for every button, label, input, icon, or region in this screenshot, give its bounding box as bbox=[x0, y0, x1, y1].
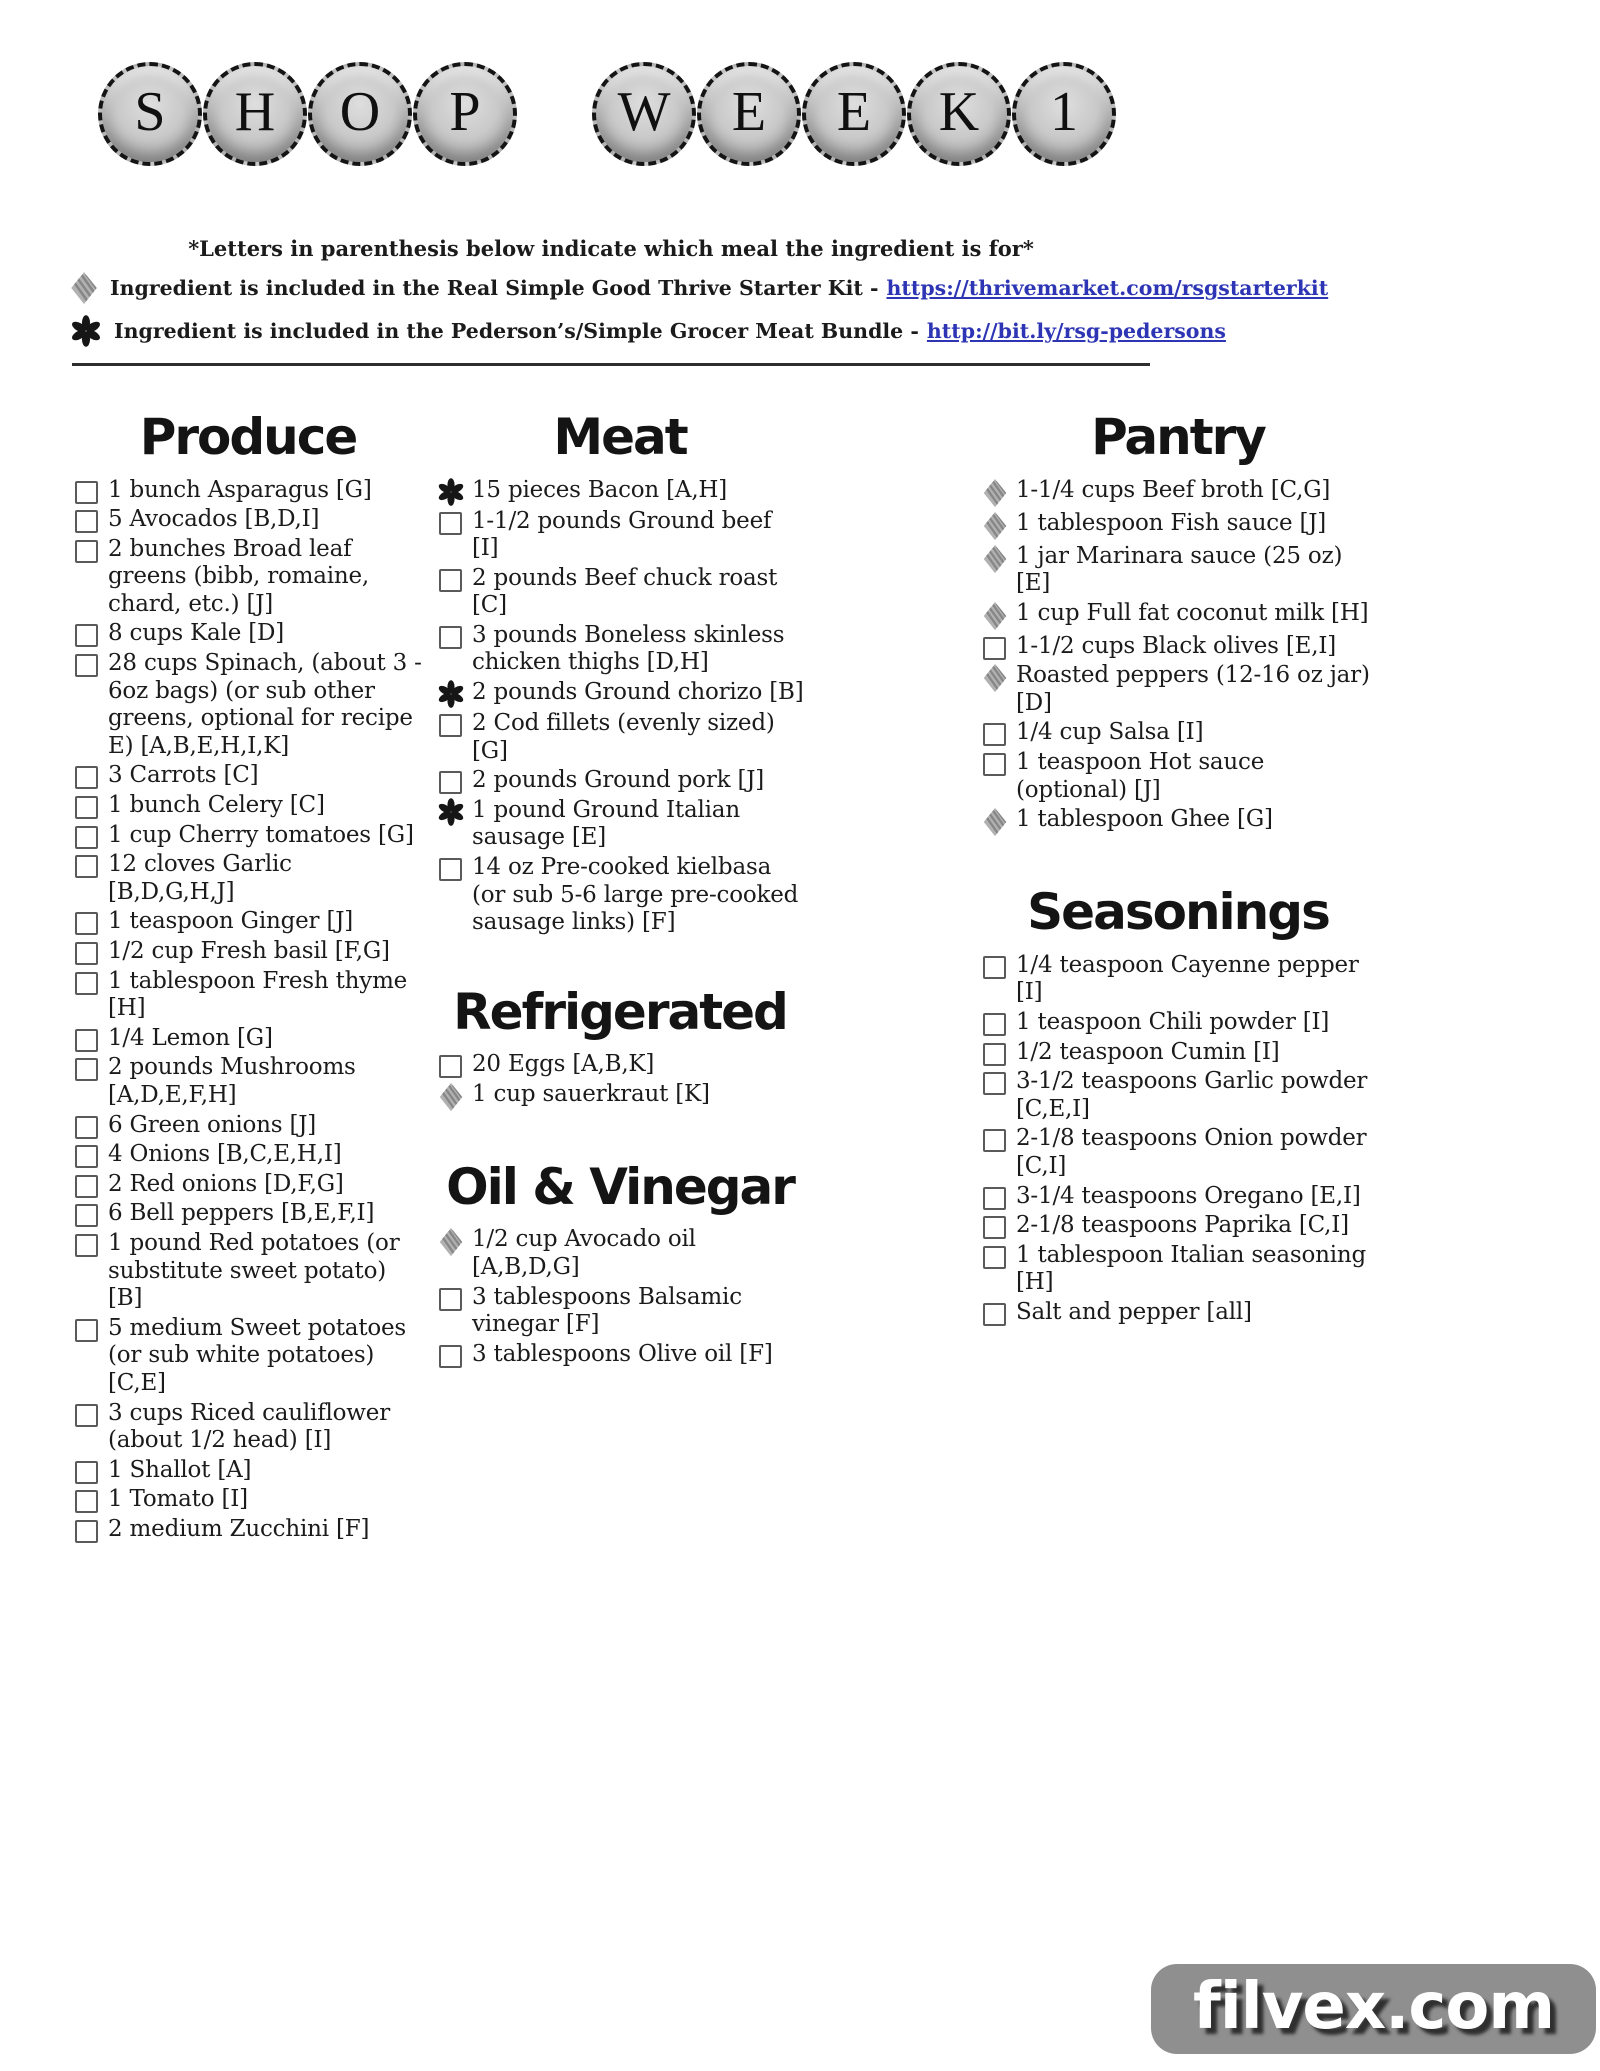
item-text: Salt and pepper [all] bbox=[1016, 1298, 1252, 1325]
checkbox[interactable] bbox=[75, 1520, 98, 1543]
list-item bbox=[980, 477, 1376, 508]
checkbox[interactable] bbox=[75, 766, 98, 789]
typewriter-key bbox=[98, 62, 202, 166]
meat-bundle-asterisk-icon bbox=[437, 478, 465, 506]
item-text: 2 Cod fillets (evenly sized) [G] bbox=[472, 710, 775, 764]
list-item bbox=[980, 952, 1376, 1007]
list-item bbox=[72, 477, 424, 505]
item-text: 1 Tomato [I] bbox=[108, 1486, 248, 1513]
checkbox[interactable] bbox=[75, 540, 98, 563]
list-item bbox=[980, 543, 1376, 598]
item-marker bbox=[980, 633, 1016, 660]
item-marker bbox=[980, 510, 1016, 541]
title-keys bbox=[98, 62, 1600, 166]
list-item bbox=[72, 938, 424, 966]
item-marker bbox=[72, 506, 108, 533]
thrive-kit-icon bbox=[438, 1082, 464, 1112]
checkbox[interactable] bbox=[75, 654, 98, 677]
list-item bbox=[72, 1054, 424, 1109]
item-marker bbox=[436, 797, 472, 826]
checkbox[interactable] bbox=[983, 723, 1006, 746]
item-marker bbox=[436, 1226, 472, 1257]
checkbox[interactable] bbox=[75, 1461, 98, 1484]
item-text: 1/4 Lemon [G] bbox=[108, 1024, 273, 1051]
checkbox[interactable] bbox=[439, 1288, 462, 1311]
item-marker bbox=[436, 1284, 472, 1311]
list-item bbox=[436, 565, 804, 620]
checkbox[interactable] bbox=[75, 1319, 98, 1342]
item-marker bbox=[72, 1315, 108, 1342]
item-marker bbox=[980, 952, 1016, 979]
typewriter-key bbox=[592, 62, 696, 166]
list-item bbox=[72, 1486, 424, 1514]
list-item bbox=[436, 1081, 804, 1112]
item-marker bbox=[72, 1457, 108, 1484]
thrive-kit-icon bbox=[982, 601, 1008, 631]
list-item bbox=[980, 1212, 1376, 1240]
item-text: 4 Onions [B,C,E,H,I] bbox=[108, 1141, 342, 1168]
item-marker bbox=[72, 1400, 108, 1427]
item-text: 1-1/4 cups Beef broth [C,G] bbox=[1016, 476, 1331, 503]
section-title-produce: Produce bbox=[139, 408, 357, 466]
list-item bbox=[72, 1025, 424, 1053]
typewriter-key bbox=[308, 62, 412, 166]
item-text: 6 Bell peppers [B,E,F,I] bbox=[108, 1200, 375, 1227]
list-item bbox=[980, 1183, 1376, 1211]
checkbox[interactable] bbox=[75, 1145, 98, 1168]
list-item bbox=[436, 854, 804, 937]
item-marker bbox=[72, 968, 108, 995]
list-item bbox=[436, 622, 804, 677]
checkbox[interactable] bbox=[983, 1129, 1006, 1152]
list-item bbox=[980, 662, 1376, 717]
item-text: 5 medium Sweet potatoes (or sub white potatoes)[C,E] bbox=[108, 1314, 407, 1396]
legend bbox=[0, 236, 1600, 347]
item-text: 1/2 teaspoon Cumin [I] bbox=[1016, 1038, 1280, 1065]
checkbox[interactable] bbox=[75, 796, 98, 819]
checkbox[interactable] bbox=[75, 855, 98, 878]
checkbox[interactable] bbox=[75, 510, 98, 533]
watermark: filvex.com bbox=[1151, 1964, 1596, 2054]
legend-thrive-line bbox=[70, 271, 1600, 305]
item-marker bbox=[72, 908, 108, 935]
checkbox[interactable] bbox=[439, 771, 462, 794]
key-letter: E bbox=[731, 81, 767, 143]
item-text: 1 jar Marinara sauce (25 oz) [E] bbox=[1016, 542, 1343, 597]
item-text: 1 tablespoon Fresh thyme [H] bbox=[108, 967, 408, 1022]
list-item bbox=[980, 510, 1376, 541]
checkbox[interactable] bbox=[75, 1058, 98, 1081]
list-item bbox=[72, 1400, 424, 1455]
list-item bbox=[72, 968, 424, 1023]
item-marker bbox=[72, 620, 108, 647]
thrive-kit-icon bbox=[982, 807, 1008, 837]
thrive-kit-icon bbox=[982, 511, 1008, 541]
divider bbox=[72, 363, 1150, 366]
item-text: 1 cup sauerkraut [K] bbox=[472, 1080, 710, 1107]
item-marker bbox=[980, 1183, 1016, 1210]
item-text: 1 Shallot [A] bbox=[108, 1456, 252, 1483]
item-marker bbox=[72, 1200, 108, 1227]
item-text: 1 cup Cherry tomatoes [G] bbox=[108, 821, 414, 848]
checkbox[interactable] bbox=[983, 956, 1006, 979]
list-item bbox=[72, 762, 424, 790]
legend-thrive-text: Ingredient is included in the Real Simple Good Thrive Starter Kit - bbox=[110, 276, 879, 300]
item-text: 1-1/2 cups Black olives [E,I] bbox=[1016, 632, 1336, 659]
item-text: 1-1/2 pounds Ground beef [I] bbox=[472, 507, 772, 562]
item-marker bbox=[980, 1068, 1016, 1095]
item-text: 2 medium Zucchini [F] bbox=[108, 1515, 370, 1542]
item-text: 1/4 cup Salsa [I] bbox=[1016, 719, 1204, 746]
section-title-pantry: Pantry bbox=[1091, 408, 1265, 466]
item-marker bbox=[980, 1125, 1016, 1152]
checkbox[interactable] bbox=[75, 942, 98, 965]
item-marker bbox=[980, 1039, 1016, 1066]
list-item bbox=[980, 719, 1376, 747]
checkbox[interactable] bbox=[983, 1303, 1006, 1326]
checkbox[interactable] bbox=[75, 1490, 98, 1513]
item-text: 3 cups Riced cauliflower (about 1/2 head) [I] bbox=[108, 1399, 391, 1454]
typewriter-key bbox=[203, 62, 307, 166]
column-meat-refrigerated-oil bbox=[436, 406, 804, 1370]
item-marker bbox=[436, 679, 472, 708]
item-text: 12 cloves Garlic [B,D,G,H,J] bbox=[108, 851, 292, 905]
list-item bbox=[980, 633, 1376, 661]
item-text: 1/2 cup Avocado oil [A,B,D,G] bbox=[472, 1226, 696, 1280]
key-letter: K bbox=[938, 81, 980, 143]
item-text: 2-1/8 teaspoons Onion powder [C,I] bbox=[1016, 1125, 1367, 1179]
item-text: 1 bunch Asparagus [G] bbox=[108, 476, 372, 503]
list-item bbox=[72, 1516, 424, 1544]
checkbox[interactable] bbox=[75, 1116, 98, 1139]
checkbox[interactable] bbox=[983, 1043, 1006, 1066]
item-marker bbox=[72, 792, 108, 819]
item-text: 3 tablespoons Balsamic vinegar [F] bbox=[472, 1283, 742, 1338]
item-text: 8 cups Kale [D] bbox=[108, 620, 285, 647]
item-text: 2 pounds Ground pork [J] bbox=[472, 767, 765, 794]
checkbox[interactable] bbox=[75, 912, 98, 935]
list-item bbox=[980, 600, 1376, 631]
checkbox[interactable] bbox=[75, 624, 98, 647]
item-text: 2 pounds Ground chorizo [B] bbox=[472, 679, 804, 706]
item-marker bbox=[980, 1299, 1016, 1326]
legend-note: *Letters in parenthesis below indicate which meal the ingredient is for* bbox=[188, 236, 1034, 261]
item-marker bbox=[980, 600, 1016, 631]
checkbox[interactable] bbox=[439, 858, 462, 881]
item-marker bbox=[980, 477, 1016, 508]
item-text: 1 tablespoon Fish sauce [J] bbox=[1016, 509, 1327, 536]
item-text: 3-1/4 teaspoons Oregano [E,I] bbox=[1016, 1182, 1361, 1209]
meat-bundle-asterisk-icon bbox=[437, 798, 465, 826]
item-marker bbox=[72, 1141, 108, 1168]
list-item bbox=[72, 792, 424, 820]
list-item bbox=[72, 1457, 424, 1485]
item-marker bbox=[72, 1486, 108, 1513]
list-item bbox=[436, 679, 804, 708]
item-marker bbox=[980, 1009, 1016, 1036]
item-marker bbox=[72, 851, 108, 878]
list-item bbox=[72, 1230, 424, 1313]
list-item bbox=[72, 1171, 424, 1199]
checkbox[interactable] bbox=[983, 1072, 1006, 1095]
item-marker bbox=[72, 536, 108, 563]
item-marker bbox=[72, 1230, 108, 1257]
list-item bbox=[436, 508, 804, 563]
list-item bbox=[980, 1039, 1376, 1067]
checkbox[interactable] bbox=[439, 512, 462, 535]
checkbox[interactable] bbox=[439, 714, 462, 737]
checkbox[interactable] bbox=[439, 1345, 462, 1368]
list-item bbox=[980, 1299, 1376, 1327]
item-marker bbox=[72, 1516, 108, 1543]
section-title-refrigerated: Refrigerated bbox=[453, 982, 787, 1041]
checkbox[interactable] bbox=[75, 1234, 98, 1257]
list-item bbox=[436, 477, 804, 506]
checkbox[interactable] bbox=[439, 626, 462, 649]
checkbox[interactable] bbox=[75, 481, 98, 504]
item-text: 1 teaspoon Hot sauce (optional) [J] bbox=[1016, 749, 1265, 803]
legend-pedersons-text: Ingredient is included in the Pederson’s/Simple Grocer Meat Bundle - bbox=[114, 319, 919, 343]
meat-bundle-asterisk-icon bbox=[70, 315, 102, 347]
item-marker bbox=[980, 719, 1016, 746]
list-item bbox=[72, 1141, 424, 1169]
thrive-kit-icon bbox=[70, 271, 98, 305]
item-text: 3 Carrots [C] bbox=[108, 762, 259, 789]
checkbox[interactable] bbox=[75, 1029, 98, 1052]
list-item bbox=[436, 1226, 804, 1281]
list-item bbox=[436, 1284, 804, 1339]
list-item bbox=[72, 1200, 424, 1228]
typewriter-key bbox=[697, 62, 801, 166]
item-text: 1/2 cup Fresh basil [F,G] bbox=[108, 938, 390, 964]
item-marker bbox=[980, 1212, 1016, 1239]
checkbox[interactable] bbox=[75, 1404, 98, 1427]
list-item bbox=[436, 710, 804, 765]
item-text: 1 pound Red potatoes (or substitute sweet potato) [B] bbox=[108, 1229, 400, 1312]
item-marker bbox=[980, 543, 1016, 574]
key-letter: E bbox=[836, 81, 872, 143]
item-text: 2 pounds Beef chuck roast [C] bbox=[472, 564, 778, 619]
item-marker bbox=[72, 822, 108, 849]
list-item bbox=[980, 1068, 1376, 1123]
item-text: 2 pounds Mushrooms [A,D,E,F,H] bbox=[108, 1054, 356, 1108]
item-marker bbox=[72, 1025, 108, 1052]
item-marker bbox=[72, 1171, 108, 1198]
thrive-kit-icon bbox=[982, 478, 1008, 508]
item-text: 14 oz Pre-cooked kielbasa (or sub 5-6 large pre-cooked sausage links) [F] bbox=[472, 854, 799, 936]
typewriter-key bbox=[802, 62, 906, 166]
item-marker bbox=[72, 762, 108, 789]
item-text: 2-1/8 teaspoons Paprika [C,I] bbox=[1016, 1212, 1349, 1239]
meat-bundle-asterisk-icon bbox=[437, 680, 465, 708]
checkbox[interactable] bbox=[75, 826, 98, 849]
list-item bbox=[980, 1242, 1376, 1297]
key-letter: O bbox=[339, 81, 381, 143]
legend-pedersons-line bbox=[70, 315, 1600, 347]
item-marker bbox=[72, 650, 108, 677]
checkbox[interactable] bbox=[983, 1013, 1006, 1036]
checkbox[interactable] bbox=[439, 1055, 462, 1078]
item-text: 1/4 teaspoon Cayenne pepper [I] bbox=[1016, 951, 1359, 1006]
item-text: 28 cups Spinach, (about 3 - 6oz bags) (or sub other greens, optional for recipe E) [A,B,E,H,I,K] bbox=[108, 650, 422, 759]
column-pantry-seasonings bbox=[980, 406, 1376, 1328]
checkbox[interactable] bbox=[439, 569, 462, 592]
list-item bbox=[72, 1315, 424, 1398]
item-text: 1 teaspoon Ginger [J] bbox=[108, 908, 354, 935]
list-item bbox=[72, 1112, 424, 1140]
item-marker bbox=[980, 749, 1016, 776]
item-text: 1 cup Full fat coconut milk [H] bbox=[1016, 599, 1369, 626]
item-text: 1 tablespoon Italian seasoning [H] bbox=[1016, 1241, 1367, 1296]
key-letter: P bbox=[449, 81, 481, 143]
item-marker bbox=[436, 508, 472, 535]
item-marker bbox=[436, 1051, 472, 1078]
key-letter: W bbox=[617, 81, 671, 143]
list-item bbox=[72, 536, 424, 619]
item-text: 1 pound Ground Italian sausage [E] bbox=[472, 796, 740, 851]
item-marker bbox=[436, 1341, 472, 1368]
list-item bbox=[980, 1009, 1376, 1037]
checkbox[interactable] bbox=[983, 637, 1006, 660]
item-text: 6 Green onions [J] bbox=[108, 1111, 317, 1138]
item-marker bbox=[980, 806, 1016, 837]
section-title-seasonings: Seasonings bbox=[1027, 883, 1329, 942]
item-text: 2 Red onions [D,F,G] bbox=[108, 1170, 344, 1197]
list-item bbox=[436, 767, 804, 795]
list-item bbox=[72, 851, 424, 906]
item-text: 1 bunch Celery [C] bbox=[108, 792, 325, 819]
meat-bundle-link[interactable]: http://bit.ly/rsg-pedersons bbox=[926, 319, 1226, 343]
item-marker bbox=[436, 710, 472, 737]
item-text: 1 tablespoon Ghee [G] bbox=[1016, 806, 1273, 833]
list-item bbox=[980, 806, 1376, 837]
item-text: 3-1/2 teaspoons Garlic powder [C,E,I] bbox=[1016, 1068, 1368, 1122]
item-marker bbox=[436, 477, 472, 506]
list-item bbox=[72, 822, 424, 850]
section-title-meat: Meat bbox=[553, 408, 687, 466]
checkbox[interactable] bbox=[75, 1204, 98, 1227]
item-marker bbox=[436, 1081, 472, 1112]
thrive-kit-icon bbox=[982, 663, 1008, 693]
checkbox[interactable] bbox=[983, 753, 1006, 776]
item-text: 15 pieces Bacon [A,H] bbox=[472, 476, 728, 503]
list-item bbox=[436, 1341, 804, 1369]
item-text: 5 Avocados [B,D,I] bbox=[108, 506, 320, 533]
list-item bbox=[72, 506, 424, 534]
list-item bbox=[436, 1051, 804, 1079]
item-marker bbox=[72, 477, 108, 504]
list-item bbox=[436, 797, 804, 852]
item-marker bbox=[436, 854, 472, 881]
thrive-kit-link[interactable]: https://thrivemarket.com/rsgstarterkit bbox=[886, 276, 1329, 300]
item-text: 2 bunches Broad leaf greens (bibb, romaine, chard, etc.) [J] bbox=[108, 535, 370, 617]
item-text: Roasted peppers (12-16 oz jar) [D] bbox=[1016, 662, 1370, 716]
key-letter: S bbox=[134, 81, 166, 143]
key-letter: H bbox=[234, 81, 276, 143]
item-text: 3 pounds Boneless skinless chicken thighs [D,H] bbox=[472, 621, 785, 676]
item-text: 1 teaspoon Chili powder [I] bbox=[1016, 1008, 1330, 1035]
checkbox[interactable] bbox=[983, 1216, 1006, 1239]
checkbox[interactable] bbox=[75, 1175, 98, 1198]
checkbox[interactable] bbox=[983, 1246, 1006, 1269]
list-item bbox=[980, 1125, 1376, 1180]
item-marker bbox=[72, 1112, 108, 1139]
section-title-oil-vinegar: Oil & Vinegar bbox=[446, 1157, 794, 1216]
item-marker bbox=[436, 622, 472, 649]
checkbox[interactable] bbox=[983, 1187, 1006, 1210]
thrive-kit-icon bbox=[982, 544, 1008, 574]
item-marker bbox=[436, 565, 472, 592]
shopping-columns bbox=[72, 406, 1600, 1545]
list-item bbox=[980, 749, 1376, 804]
item-marker bbox=[980, 662, 1016, 693]
typewriter-key bbox=[1012, 62, 1116, 166]
item-marker bbox=[72, 938, 108, 965]
list-item bbox=[72, 650, 424, 760]
list-item bbox=[72, 908, 424, 936]
checkbox[interactable] bbox=[75, 972, 98, 995]
item-text: 20 Eggs [A,B,K] bbox=[472, 1051, 655, 1078]
item-text: 3 tablespoons Olive oil [F] bbox=[472, 1340, 773, 1367]
item-marker bbox=[980, 1242, 1016, 1269]
typewriter-key bbox=[413, 62, 517, 166]
typewriter-key bbox=[907, 62, 1011, 166]
list-item bbox=[72, 620, 424, 648]
item-marker bbox=[436, 767, 472, 794]
thrive-kit-icon bbox=[438, 1227, 464, 1257]
item-marker bbox=[72, 1054, 108, 1081]
column-produce bbox=[72, 406, 424, 1545]
key-letter: 1 bbox=[1050, 81, 1078, 143]
